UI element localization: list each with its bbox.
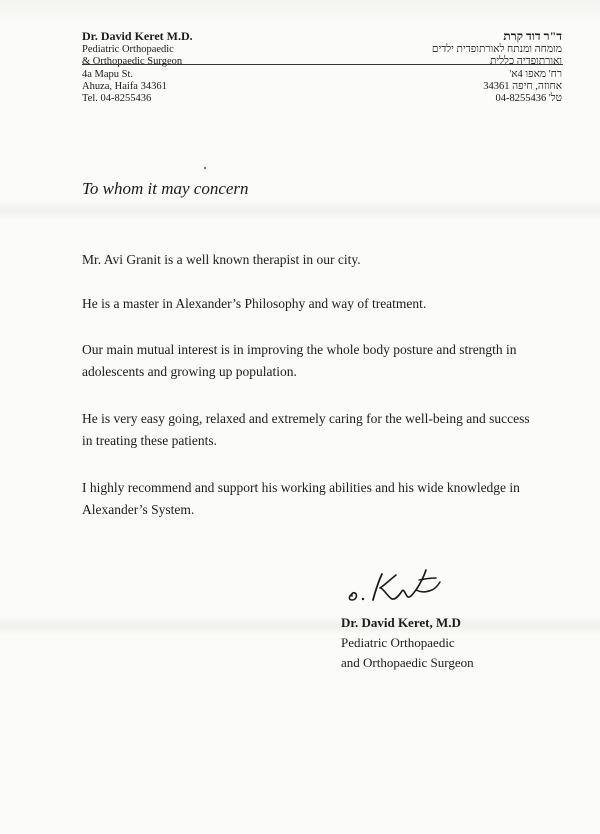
letterhead-title-line1: Pediatric Orthopaedic xyxy=(82,44,174,55)
letter-salutation: To whom it may concern xyxy=(82,179,249,198)
letterhead-title-line2: & Orthopaedic Surgeon xyxy=(82,56,183,67)
signer-title-line2: and Orthopaedic Surgeon xyxy=(341,655,474,670)
hebrew-address-city: אחוזה, חיפה 34361 xyxy=(483,81,562,92)
letterhead-english xyxy=(82,29,193,68)
letterhead-address-hebrew xyxy=(483,69,562,105)
letterhead-hebrew-name: ד"ר דוד קרת xyxy=(503,29,562,43)
signature-block xyxy=(341,613,474,673)
hebrew-address-street: רח' מאפו 4א' xyxy=(509,69,562,80)
hebrew-address-phone: טל' 04-8255436 xyxy=(495,93,562,104)
letterhead-hebrew-title-line1: מומחה ומנתח לאורתופדית ילדים xyxy=(431,44,562,55)
signer-name: Dr. David Keret, M.D xyxy=(341,615,461,630)
letterhead-doctor-name: Dr. David Keret M.D. xyxy=(82,29,193,43)
letterhead-address-english xyxy=(82,69,167,105)
handwritten-signature xyxy=(346,566,446,606)
letter-paragraph: I highly recommend and support his working abilities and his wide knowledge in Alexander’s System. xyxy=(82,480,520,517)
letterhead-hebrew xyxy=(432,29,562,68)
letterhead-hebrew-title-line2: ואורתופדיה כללית xyxy=(489,56,562,67)
address-city: Ahuza, Haifa 34361 xyxy=(82,81,167,92)
letterhead-divider xyxy=(82,64,563,65)
address-street: 4a Mapu St. xyxy=(82,69,134,80)
signer-title-line1: Pediatric Orthopaedic xyxy=(341,635,455,650)
letter-paragraph: Our main mutual interest is in improving the whole body posture and strength in adolescents and growing up population. xyxy=(82,342,517,379)
letter-paragraph: He is very easy going, relaxed and extremely caring for the well-being and success in treating these patients. xyxy=(82,411,530,448)
address-phone: Tel. 04-8255436 xyxy=(82,93,152,104)
letter-paragraph: Mr. Avi Granit is a well known therapist in our city. xyxy=(82,252,361,267)
paper-speck xyxy=(204,167,206,169)
letter-paragraph: He is a master in Alexander’s Philosophy and way of treatment. xyxy=(82,296,427,311)
